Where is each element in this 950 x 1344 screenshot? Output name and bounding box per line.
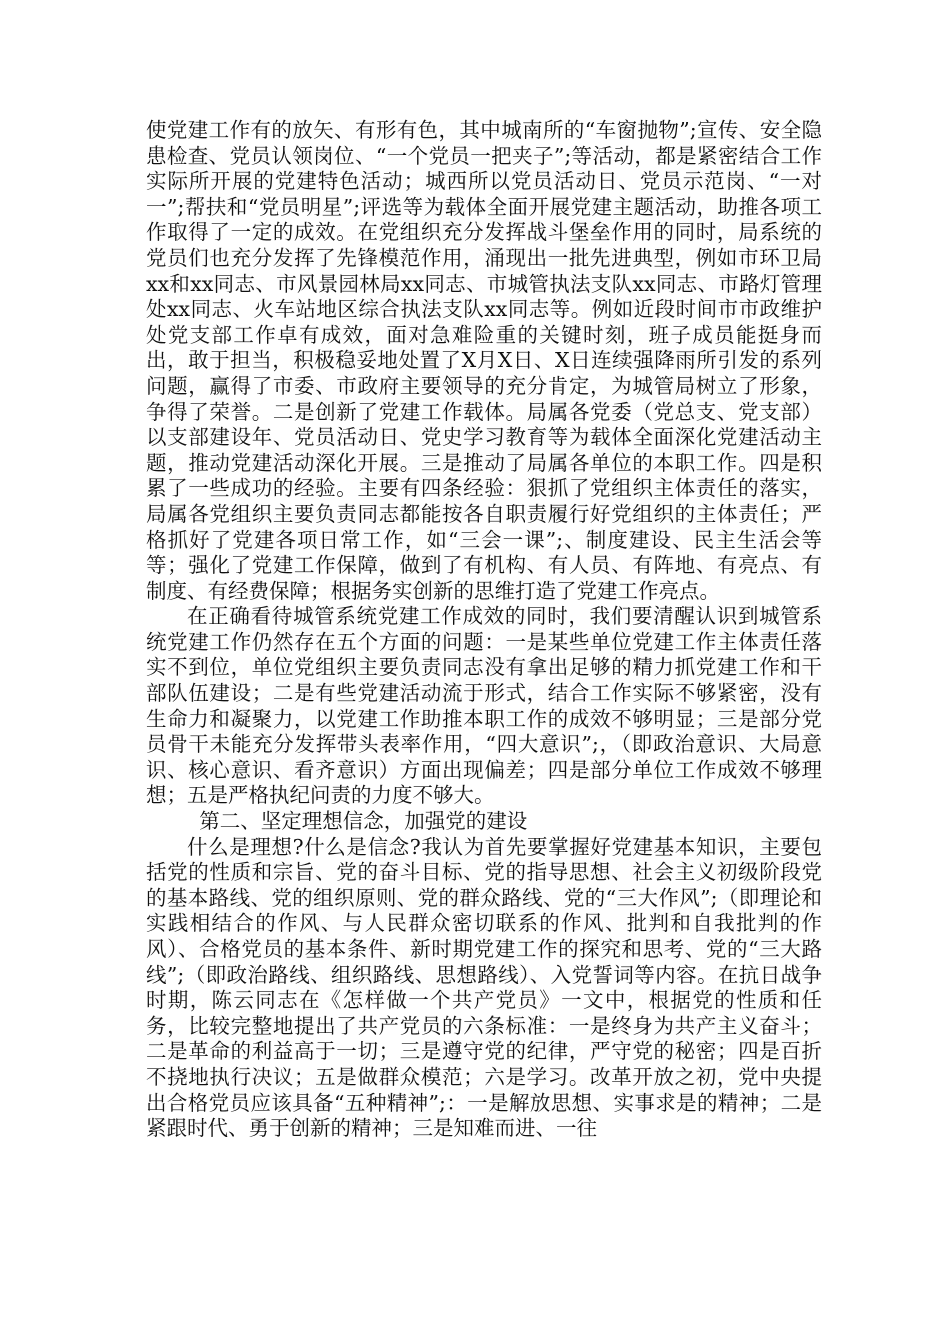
body-paragraph-1: 使党建工作有的放矢、有形有色，其中城南所的“车窗抛物”;宣传、安全隐患检查、党员认领岗位、“一个党员一把夹子”;等活动，都是紧密结合工作实际所开展的党建特色活动；城西所以党员活动日、党员示范岗、“一对一”;帮扶和“党员明星”;评选等为载体全面开展党建主题活动，助推各项工作取得了一定的成效。在党组织充分发挥战斗堡垒作用的同时，局系统的党员们也充分发挥了先锋模范作用，涌现出一批先进典型，例如市环卫局xx和xx同志、市风景园林局xx同志、市城管执法支队xx同志、市路灯管理处xx同志、火车站地区综合执法支队xx同志等。例如近段时间市市政维护处党支部工作卓有成效，面对急难险重的关键时刻，班子成员能挺身而出，敢于担当，积极稳妥地处置了X月X日、X日连续强降雨所引发的系列问题，赢得了市委、市政府主要领导的充分肯定，为城管局树立了形象，争得了荣誉。二是创新了党建工作载体。局属各党委（党总支、党支部）以支部建设年、党员活动日、党史学习教育等为载体全面深化党建活动主题，推动党建活动深化开展。三是推动了局属各单位的本职工作。四是积累了一些成功的经验。主要有四条经验：狠抓了党组织主体责任的落实，局属各党组织主要负责同志都能按各自职责履行好党组织的主体责任；严格抓好了党建各项日常工作，如“三会一课”;、制度建设、民主生活会等等；强化了党建工作保障，做到了有机构、有人员、有阵地、有亮点、有制度、有经费保障；根据务实创新的思维打造了党建工作亮点。 (146, 118, 822, 603)
body-paragraph-2: 在正确看待城管系统党建工作成效的同时，我们要清醒认识到城管系统党建工作仍然存在五个方面的问题：一是某些单位党建工作主体责任落实不到位，单位党组织主要负责同志没有拿出足够的精力抓党建工作和干部队伍建设；二是有些党建活动流于形式，结合工作实际不够紧密，没有生命力和凝聚力，以党建工作助推本职工作的成效不够明显；三是部分党员骨干未能充分发挥带头表率作用，“四大意识”;，（即政治意识、大局意识、核心意识、看齐意识）方面出现偏差；四是部分单位工作成效不够理想；五是严格执纪问责的力度不够大。 (146, 604, 822, 808)
document-page (146, 118, 822, 1142)
section-heading: 第二、坚定理想信念，加强党的建设 (199, 809, 528, 834)
body-paragraph-3: 什么是理想?什么是信念?我认为首先要掌握好党建基本知识，主要包括党的性质和宗旨、党的奋斗目标、党的指导思想、社会主义初级阶段党的基本路线、党的组织原则、党的群众路线、党的“三大作风”;（即理论和实践相结合的作风、与人民群众密切联系的作风、批判和自我批判的作风）、合格党员的基本条件、新时期党建工作的探究和思考、党的“三大路线”;（即政治路线、组织路线、思想路线）、入党誓词等内容。在抗日战争时期，陈云同志在《怎样做一个共产党员》一文中，根据党的性质和任务，比较完整地提出了共产党员的六条标准：一是终身为共产主义奋斗；二是革命的利益高于一切；三是遵守党的纪律，严守党的秘密；四是百折不挠地执行决议；五是做群众模范；六是学习。改革开放之初，党中央提出合格党员应该具备“五种精神”;：一是解放思想、实事求是的精神；二是紧跟时代、勇于创新的精神；三是知难而进、一往 (146, 834, 822, 1141)
